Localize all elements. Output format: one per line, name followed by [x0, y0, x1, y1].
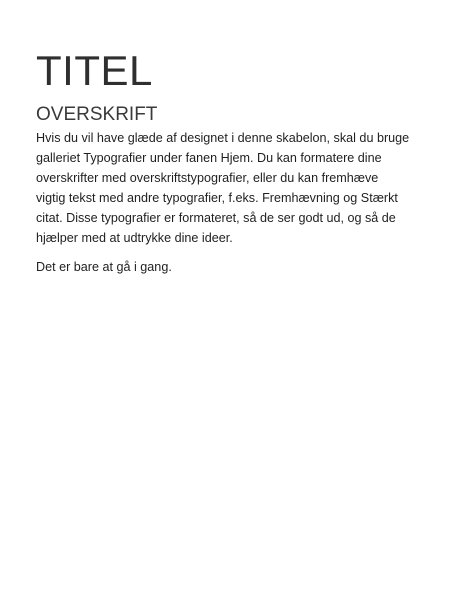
document-title[interactable]: TITEL — [36, 47, 153, 94]
body-paragraph-2[interactable]: Det er bare at gå i gang. — [36, 260, 172, 274]
section-heading[interactable]: OVERSKRIFT — [36, 104, 158, 125]
document-body — [36, 48, 436, 277]
body-paragraph-1[interactable]: Hvis du vil have glæde af designet i denne skabelon, skal du bruge galleriet Typografier under fanen Hjem. Du kan formatere dine overskrifter med overskriftstypografier, eller du kan fremhæve vigtig tekst med andre typografier, f.eks. Fremhævning og Stærkt citat. Disse typografier er formateret, så de ser godt ud, og så de hjælper med at udtrykke dine ideer. — [36, 131, 410, 245]
